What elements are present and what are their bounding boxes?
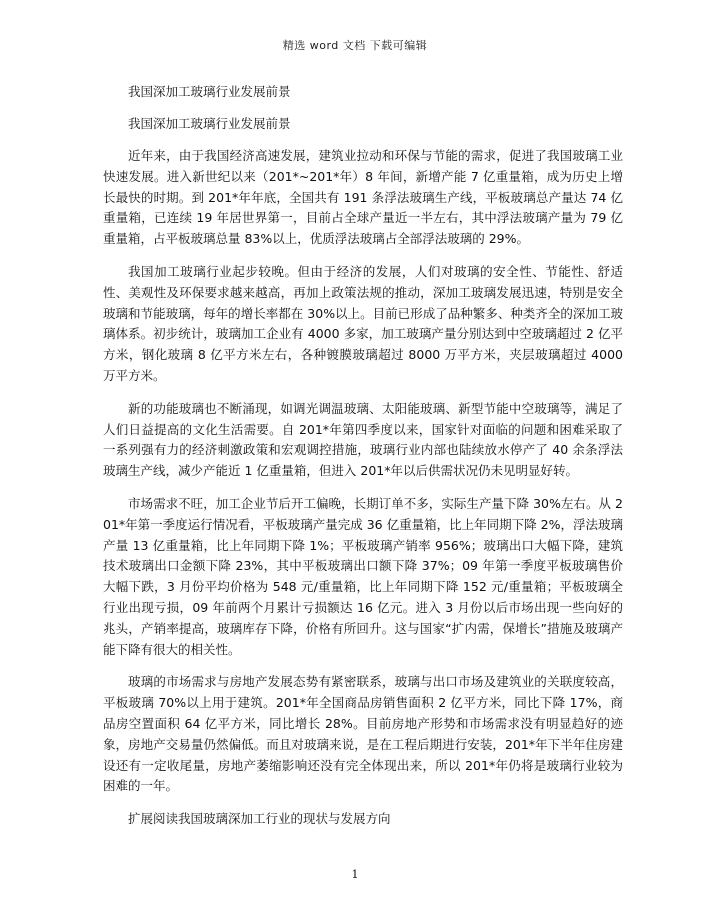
extended-reading-title: 扩展阅读我国玻璃深加工行业的现状与发展方向	[128, 811, 391, 827]
page-number: 1	[351, 868, 359, 881]
paragraph: 市场需求不旺，加工企业节后开工偏晚，长期订单不多，实际生产量下降 30%左右。从 201*年第一季度运行情况看，平板玻璃产量完成 36 亿重量箱，比上年同期下降 2%，浮法玻璃产量 13 亿重量箱，比上年同期下降 1%；平板玻璃产销率 956%；玻璃出口大幅下降，建筑技术玻璃出口金额下降 23%，其中平板玻璃出口额下降 37%；09 年第一季度平板玻璃售价大幅下跌，3 月份平均价格为 548 元/重量箱，比上年同期下降 152 元/重量箱；平板玻璃全行业出现亏损，09 年前两个月累计亏损额达 16 亿元。进入 3 月份以后市场出现一些向好的兆头，产销率提高，玻璃库存下降，价格有所回升。这与国家“扩内需，保增长”措施及玻璃产能下降有很大的相关性。	[103, 495, 623, 657]
document-title: 我国深加工玻璃行业发展前景	[128, 84, 291, 99]
paragraph: 我国加工玻璃行业起步较晚。但由于经济的发展，人们对玻璃的安全性、节能性、舒适性、美观性及环保要求越来越高，再加上政策法规的推动，深加工玻璃发展迅速，特别是安全玻璃和节能玻璃，每年的增长率都在 30%以上。目前已形成了品种繁多、种类齐全的深加工玻璃体系。初步统计，玻璃加工企业有 4000 多家，加工玻璃产量分别达到中空玻璃超过 2 亿平方米，钢化玻璃 8 亿平方米左右，各种镀膜玻璃超过 8000 万平方米，夹层玻璃超过 4000 万平方米。	[103, 263, 623, 383]
paragraph: 近年来，由于我国经济高速发展，建筑业拉动和环保与节能的需求，促进了我国玻璃工业快速发展。进入新世纪以来（201*~201*年）8 年间，新增产能 7 亿重量箱，成为历史上增长最快的时期。到 201*年年底，全国共有 191 条浮法玻璃生产线，平板玻璃总产量达 74 亿重量箱，已连续 19 年居世界第一，目前占全球产量近一半左右，其中浮法玻璃产量为 79 亿重量箱，占平板玻璃总量 83%以上，优质浮法玻璃占全部浮法玻璃的 29%。	[103, 148, 623, 247]
paragraph: 玻璃的市场需求与房地产发展态势有紧密联系，玻璃与出口市场及建筑业的关联度较高，平板玻璃 70%以上用于建筑。201*年全国商品房销售面积 2 亿平方米，同比下降 17%，商品房空置面积 64 亿平方米，同比增长 28%。目前房地产形势和市场需求没有明显趋好的迹象，房地产交易量仍然偏低。而且对玻璃来说，是在工程后期进行安装，201*年下半年住房建设还有一定收尾量，房地产萎缩影响还没有完全体现出来，所以 201*年仍将是玻璃行业较为困难的一年。	[103, 674, 623, 794]
paragraph: 新的功能玻璃也不断涌现，如调光调温玻璃、太阳能玻璃、新型节能中空玻璃等，满足了人们日益提高的文化生活需要。自 201*年第四季度以来，国家针对面临的问题和困难采取了一系列强有力的经济刺激政策和宏观调控措施，玻璃行业内部也陆续放水停产了 40 余条浮法玻璃生产线，减少产能近 1 亿重量箱，但进入 201*年以后供需状况仍未见明显好转。	[103, 400, 623, 479]
section-title: 我国深加工玻璃行业发展前景	[128, 116, 291, 131]
document-body	[103, 82, 623, 842]
page-header: 精选 word 文档 下载可编辑	[282, 39, 428, 52]
